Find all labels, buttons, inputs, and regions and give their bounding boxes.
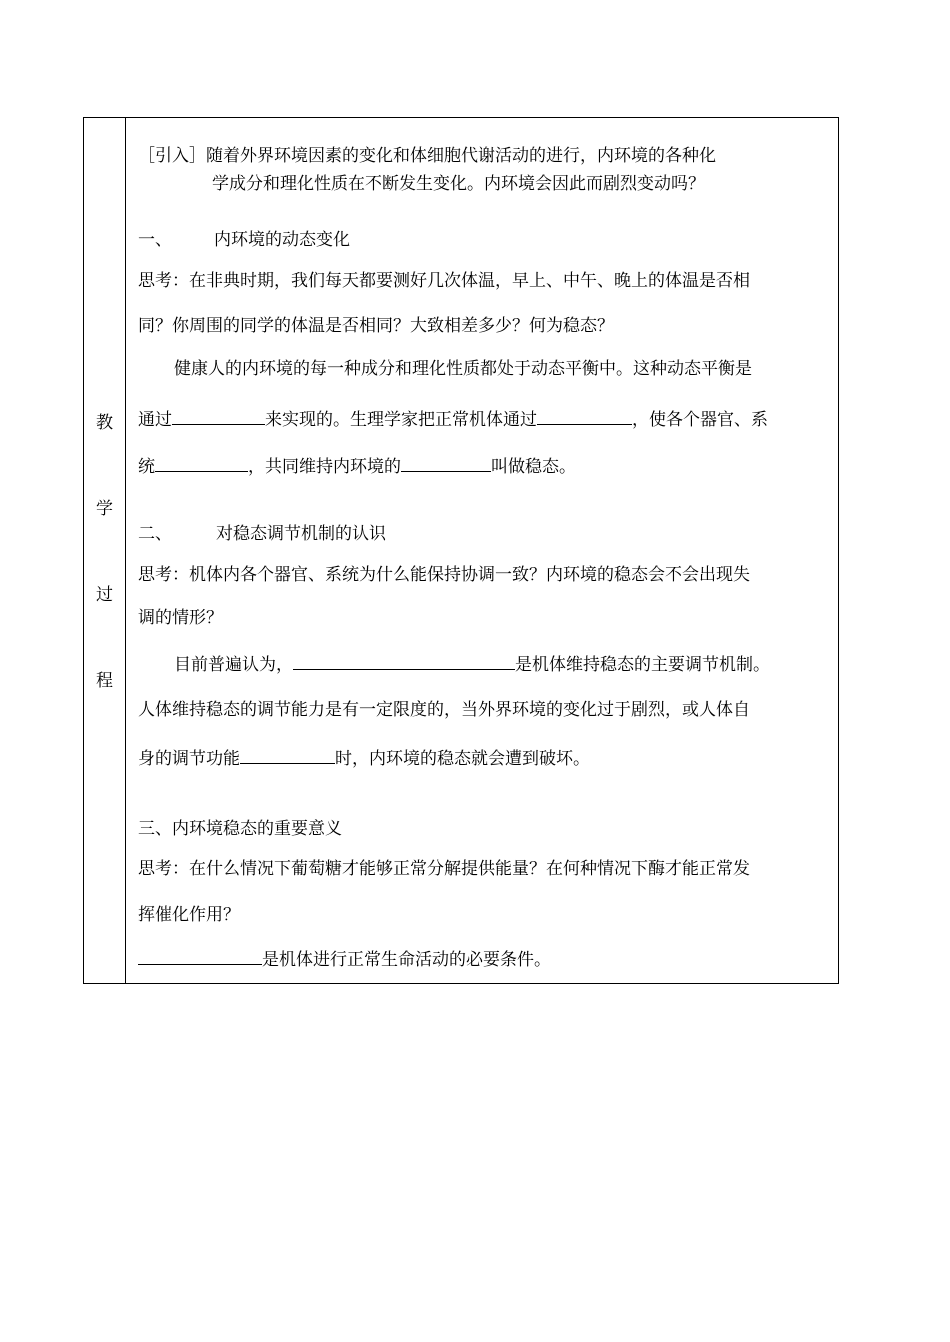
section-1-heading — [138, 229, 350, 251]
section-2-heading — [138, 523, 386, 545]
section-2-think-line-1: 思考：机体内各个器官、系统为什么能保持协调一致？内环境的稳态会不会出现失 — [138, 565, 750, 585]
fill-blank[interactable] — [401, 453, 491, 472]
section-2-think-line-2: 调的情形？ — [138, 608, 223, 628]
section-3-think-line-1: 思考：在什么情况下葡萄糖才能够正常分解提供能量？在何种情况下酶才能正常发 — [138, 859, 750, 879]
section-2-para-line-3 — [138, 745, 590, 770]
section-2-para-line-2: 人体维持稳态的调节能力是有一定限度的，当外界环境的变化过于剧烈，或人体自 — [138, 700, 750, 720]
fill-blank[interactable] — [155, 453, 248, 472]
text-run: ，使各个器官、系 — [632, 410, 768, 430]
text-run: 叫做稳态。 — [491, 457, 576, 477]
section-3-heading: 三、内环境稳态的重要意义 — [138, 819, 342, 839]
text-run: 统 — [138, 457, 155, 477]
section-3-think-line-2: 挥催化作用？ — [138, 905, 240, 925]
text-run: 是机体维持稳态的主要调节机制。 — [515, 655, 770, 675]
text-run: 身的调节功能 — [138, 749, 240, 769]
stage-label-column — [84, 118, 126, 983]
text-run: ，共同维持内环境的 — [248, 457, 401, 477]
section-1-para-line-2 — [138, 406, 768, 431]
section-1-para-line-1: 健康人的内环境的每一种成分和理化性质都处于动态平衡中。这种动态平衡是 — [174, 359, 752, 379]
section-1-para-line-3 — [138, 453, 576, 478]
fill-blank[interactable] — [172, 406, 265, 425]
section-1-think-line-1: 思考：在非典时期，我们每天都要测好几次体温，早上、中午、晚上的体温是否相 — [138, 271, 750, 291]
lesson-table — [83, 117, 839, 984]
fill-blank[interactable] — [537, 406, 632, 425]
intro-line-2: 学成分和理化性质在不断发生变化。内环境会因此而剧烈变动吗？ — [212, 174, 705, 194]
intro-text: 随着外界环境因素的变化和体细胞代谢活动的进行，内环境的各种化 — [206, 146, 716, 166]
text-run: 目前普遍认为， — [174, 655, 293, 675]
section-3-para-line-1 — [138, 946, 551, 971]
fill-blank[interactable] — [138, 946, 262, 965]
intro-line-1 — [138, 145, 716, 167]
section-1-title: 内环境的动态变化 — [214, 230, 350, 250]
section-2-para-line-1 — [174, 651, 770, 676]
section-1-think-line-2: 同？你周围的同学的体温是否相同？大致相差多少？何为稳态？ — [138, 316, 614, 336]
text-run: 通过 — [138, 410, 172, 430]
stage-label-char: 过 — [96, 585, 113, 605]
lesson-content — [126, 118, 838, 983]
fill-blank[interactable] — [293, 651, 515, 670]
section-2-title: 对稳态调节机制的认识 — [216, 524, 386, 544]
stage-label-char: 教 — [96, 413, 113, 433]
section-1-number: 一、 — [138, 230, 172, 250]
intro-tag: ［引入］ — [138, 146, 206, 166]
stage-label-char: 学 — [96, 499, 113, 519]
text-run: 是机体进行正常生命活动的必要条件。 — [262, 950, 551, 970]
section-2-number: 二、 — [138, 524, 172, 544]
text-run: 来实现的。生理学家把正常机体通过 — [265, 410, 537, 430]
stage-label-char: 程 — [96, 671, 113, 691]
text-run: 时，内环境的稳态就会遭到破坏。 — [335, 749, 590, 769]
fill-blank[interactable] — [240, 745, 335, 764]
